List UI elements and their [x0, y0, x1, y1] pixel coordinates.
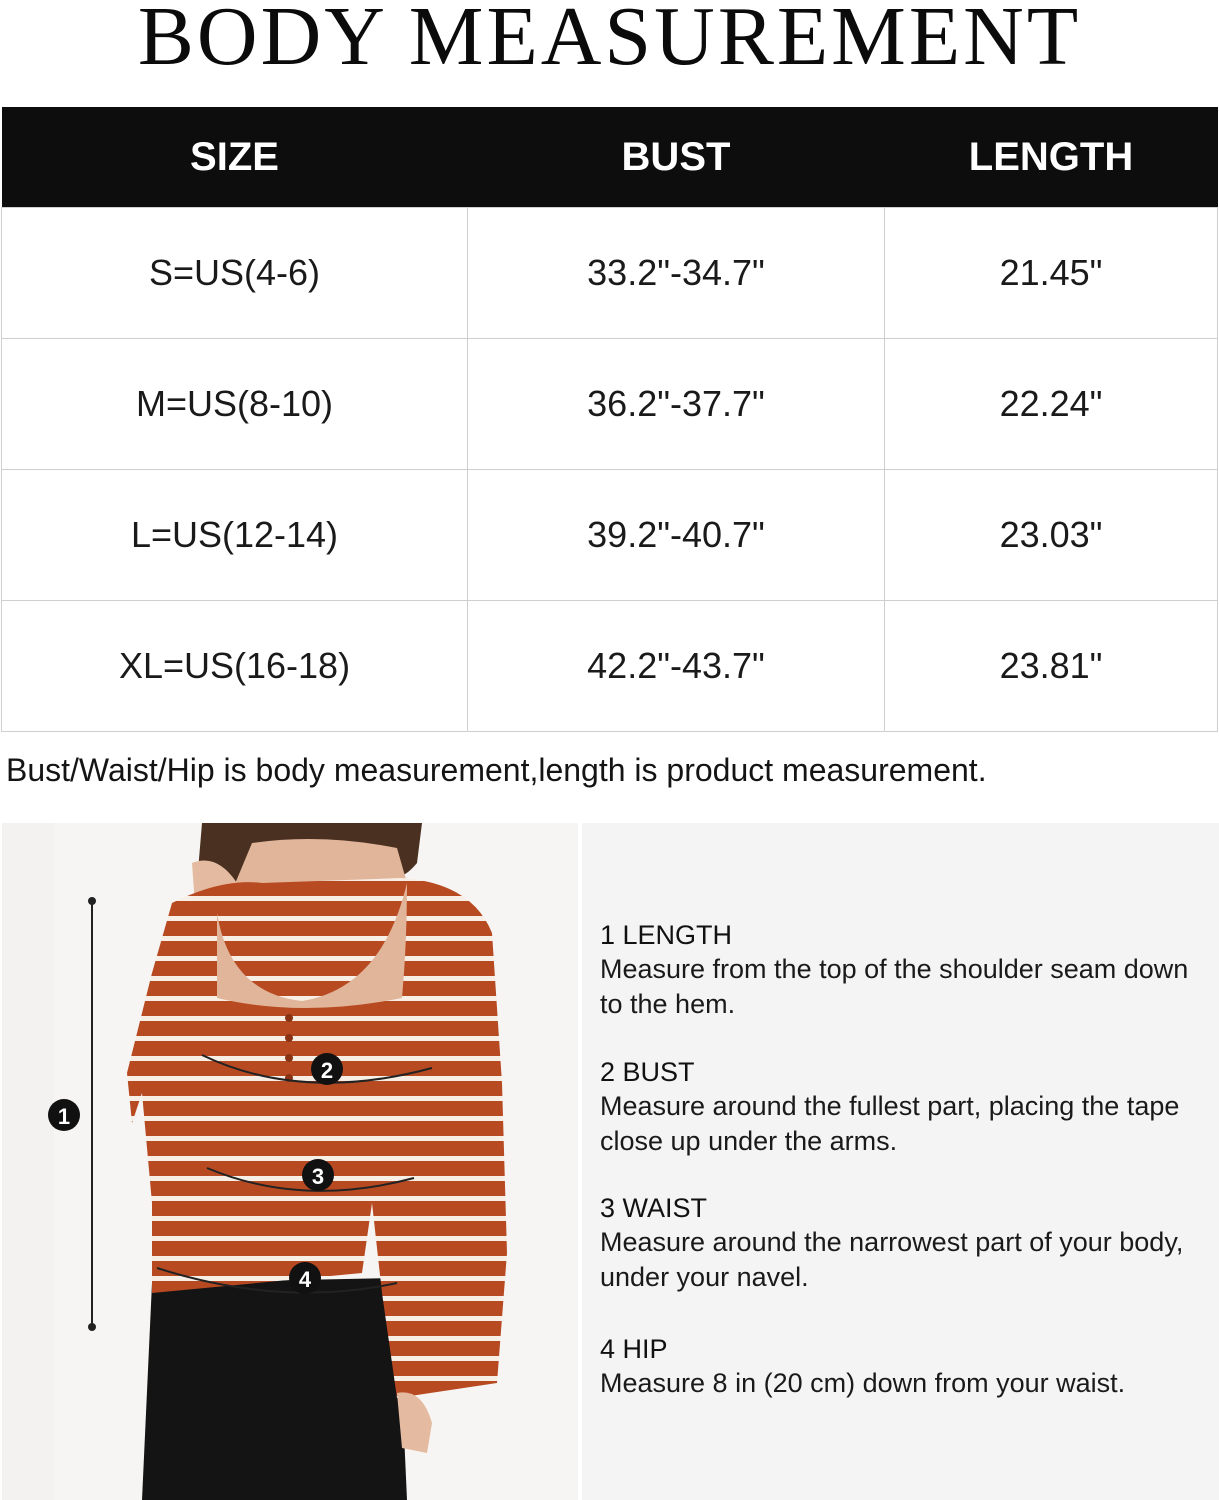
length-cell: 23.03"	[885, 470, 1218, 601]
instruction-desc: Measure 8 in (20 cm) down from your waist.	[600, 1368, 1126, 1398]
svg-text:3: 3	[311, 1164, 325, 1189]
table-row	[2, 601, 1218, 732]
marker-4-icon	[289, 1262, 321, 1294]
size-cell: XL=US(16-18)	[2, 601, 468, 732]
instruction-length	[600, 918, 1210, 1022]
instruction-hip	[600, 1332, 1210, 1401]
svg-text:4: 4	[298, 1267, 312, 1292]
instruction-title: 4 HIP	[600, 1334, 668, 1364]
instruction-title: 3 WAIST	[600, 1193, 708, 1223]
bust-cell: 33.2"-34.7"	[468, 208, 885, 339]
measurement-instructions	[582, 823, 1219, 1500]
marker-2-icon	[311, 1053, 343, 1085]
model-illustration	[2, 823, 578, 1500]
size-chart-table	[1, 107, 1218, 732]
table-header-row	[2, 107, 1218, 208]
header-bust: BUST	[468, 107, 885, 208]
instruction-title: 1 LENGTH	[600, 920, 733, 950]
svg-text:2: 2	[320, 1058, 334, 1083]
svg-text:1: 1	[57, 1104, 71, 1129]
header-length: LENGTH	[885, 107, 1218, 208]
bust-cell: 42.2"-43.7"	[468, 601, 885, 732]
size-cell: L=US(12-14)	[2, 470, 468, 601]
header-size: SIZE	[2, 107, 468, 208]
page-title: BODY MEASUREMENT	[137, 0, 1082, 83]
marker-3-icon	[302, 1159, 334, 1191]
table-row	[2, 208, 1218, 339]
size-cell: S=US(4-6)	[2, 208, 468, 339]
instruction-desc: Measure from the top of the shoulder seam down to the hem.	[600, 954, 1189, 1019]
instruction-desc: Measure around the fullest part, placing the tape close up under the arms.	[600, 1091, 1180, 1156]
bust-cell: 36.2"-37.7"	[468, 339, 885, 470]
measurement-note: Bust/Waist/Hip is body measurement,length is product measurement.	[6, 752, 987, 788]
bust-cell: 39.2"-40.7"	[468, 470, 885, 601]
size-cell: M=US(8-10)	[2, 339, 468, 470]
marker-1-icon	[48, 1099, 80, 1131]
table-row	[2, 339, 1218, 470]
table-row	[2, 470, 1218, 601]
length-cell: 23.81"	[885, 601, 1218, 732]
instruction-title: 2 BUST	[600, 1057, 695, 1087]
instruction-bust	[600, 1055, 1210, 1159]
length-cell: 21.45"	[885, 208, 1218, 339]
model-photo	[2, 823, 578, 1500]
instruction-waist	[600, 1191, 1210, 1295]
length-cell: 22.24"	[885, 339, 1218, 470]
instruction-desc: Measure around the narrowest part of your body, under your navel.	[600, 1227, 1184, 1292]
